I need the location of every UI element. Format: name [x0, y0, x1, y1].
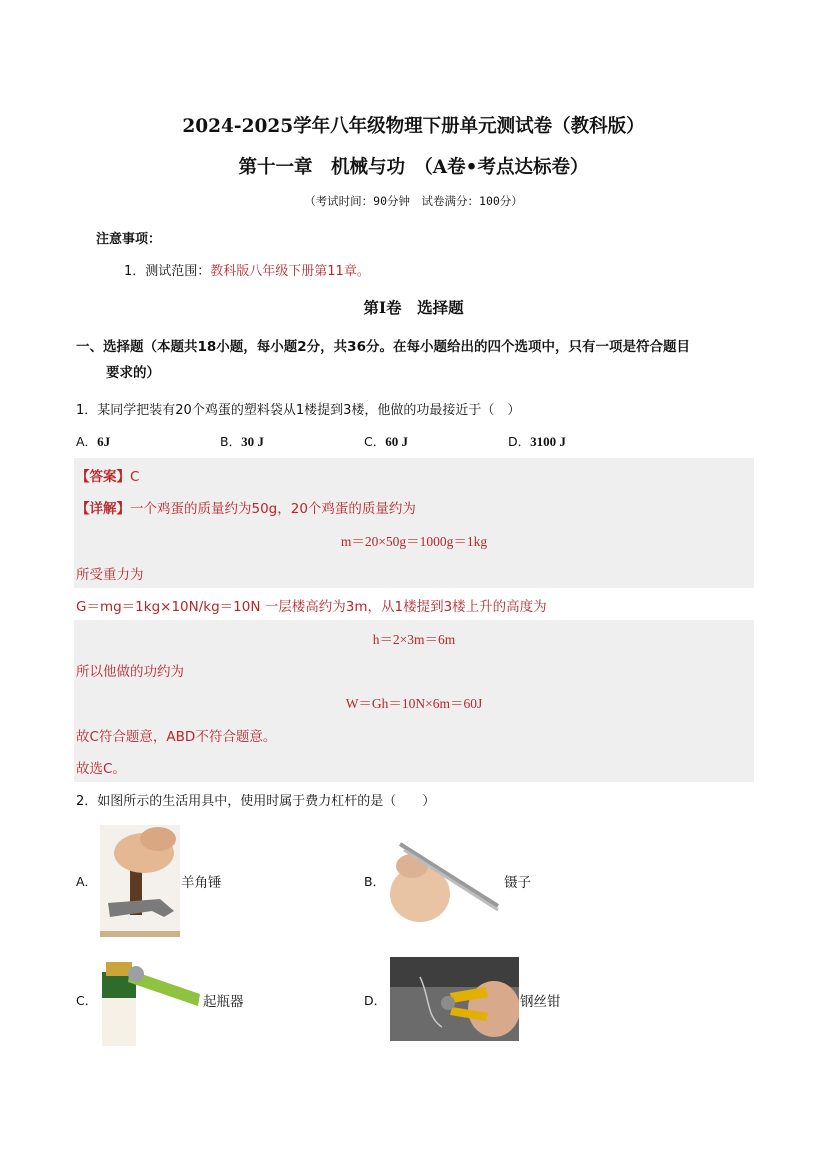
- answer-shade-1: [74, 458, 754, 588]
- q2-option-b-name: 镊子: [504, 875, 531, 891]
- q1-conclusion: 故C符合题意，ABD不符合题意。: [76, 729, 277, 745]
- q2-option-b-label: B．: [364, 874, 386, 889]
- q2-stem: 2．如图所示的生活用具中，使用时属于费力杠杆的是（ ）: [76, 794, 436, 809]
- q2-option-a-label: A．: [76, 874, 98, 889]
- q1-stem: 1．某同学把装有20个鸡蛋的塑料袋从1楼提到3楼，他做的功最接近于（ ）: [76, 403, 521, 418]
- q1-answer: 【答案】C: [76, 469, 140, 485]
- scope-value: 教科版八年级下册第11章。: [210, 264, 370, 279]
- section-line-2: 要求的）: [106, 365, 160, 381]
- q1-option-c: C．60 J: [364, 434, 408, 449]
- q1-option-b: B．30 J: [220, 434, 264, 449]
- q1-work-line: 所以他做的功约为: [76, 664, 184, 680]
- claw-hammer-image: [100, 825, 180, 937]
- bottle-opener-image: [100, 954, 204, 1046]
- wire-pliers-image: [390, 957, 519, 1041]
- q2-option-d-label: D．: [364, 993, 387, 1008]
- volume-title: 第Ⅰ卷 选择题: [363, 298, 464, 317]
- exam-info: （考试时间：90分钟 试卷满分：100分）: [304, 194, 523, 208]
- tweezers-image: [390, 836, 502, 928]
- scope-prefix: 1．测试范围：: [124, 264, 211, 279]
- q1-option-d: D．3100 J: [508, 434, 566, 449]
- q1-formula-mass: m＝20×50g＝1000g＝1kg: [340, 534, 488, 549]
- q2-option-c-label: C．: [76, 993, 98, 1008]
- q1-option-a: A．6J: [76, 434, 111, 449]
- q1-formula-work: W＝Gh＝10N×6m＝60J: [345, 696, 483, 711]
- section-heading: [76, 334, 756, 386]
- q1-choose: 故选C。: [76, 761, 126, 777]
- q2-option-d-name: 钢丝钳: [520, 994, 561, 1010]
- notice-heading: 注意事项：: [96, 232, 162, 247]
- exam-title: 2024-2025学年八年级物理下册单元测试卷（教科版）: [182, 116, 645, 137]
- q1-gravity-line: 所受重力为: [76, 567, 144, 583]
- q1-detail: 【详解】一个鸡蛋的质量约为50g，20个鸡蛋的质量约为: [76, 501, 416, 517]
- test-scope: [124, 260, 370, 279]
- chapter-title: 第十一章 机械与功 （A卷•考点达标卷）: [238, 157, 589, 178]
- section-line-1: 一、选择题（本题共18小题，每小题2分，共36分。在每小题给出的四个选项中，只有一项是符合题目: [76, 339, 690, 355]
- q2-option-a-name: 羊角锤: [181, 875, 222, 891]
- q2-option-c-name: 起瓶器: [203, 994, 244, 1010]
- q1-gravity-formula: G＝mg＝1kg×10N/kg＝10N 一层楼高约为3m，从1楼提到3楼上升的高度为: [76, 599, 547, 615]
- q1-formula-height: h＝2×3m＝6m: [372, 632, 456, 647]
